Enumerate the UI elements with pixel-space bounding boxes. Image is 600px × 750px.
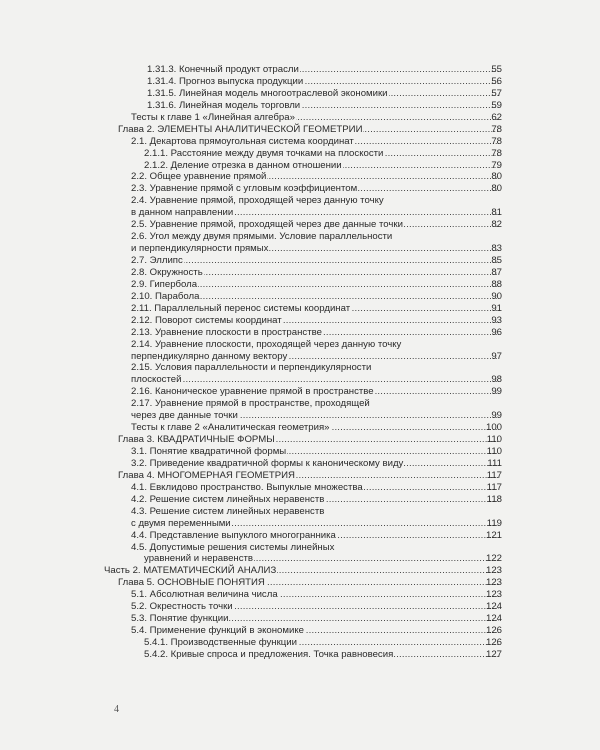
- toc-entry: [0, 589, 600, 601]
- toc-entry: [0, 327, 600, 339]
- toc-entry: [0, 207, 600, 219]
- toc-entry-page: 57: [491, 87, 502, 99]
- toc-entry-title: 2.1.2. Деление отрезка в данном отношении: [144, 159, 342, 171]
- toc-entry-page: 119: [486, 517, 502, 529]
- toc-entry-page: 111: [487, 457, 502, 469]
- toc-entry-title: 4.2. Решение систем линейных неравенств: [131, 493, 325, 505]
- toc-entry-page: 78: [491, 135, 502, 147]
- toc-entry: [0, 637, 600, 649]
- toc-entry-page: 110: [486, 446, 502, 457]
- toc-entry: [0, 255, 600, 267]
- dot-leader: [131, 374, 499, 386]
- toc-entry: [0, 601, 600, 613]
- toc-entry-page: 85: [491, 255, 502, 266]
- toc-entry-title: 2.10. Парабола: [131, 290, 200, 302]
- toc-entry-page: 56: [491, 75, 502, 87]
- toc-entry-title: в данном направлении: [131, 207, 234, 219]
- toc-entry-page: 118: [486, 493, 502, 505]
- toc-entry: [0, 613, 600, 625]
- toc-entry: [0, 112, 600, 124]
- toc-entry: [0, 160, 600, 172]
- toc-entry-title: 5.4.2. Кривые спроса и предложения. Точка равновесия: [144, 648, 394, 660]
- toc-entry-page: 99: [491, 386, 502, 398]
- toc-entry: [0, 482, 600, 494]
- toc-entry-page: 93: [491, 314, 502, 326]
- toc-entry: [0, 530, 600, 542]
- toc-entry-title: 1.31.4. Прогноз выпуска продукции: [147, 75, 304, 87]
- toc-entry-page: 81: [491, 207, 502, 219]
- toc-entry: [0, 625, 600, 637]
- toc-entry: [0, 124, 600, 136]
- toc-entry-title: Часть 2. МАТЕМАТИЧЕСКИЙ АНАЛИЗ: [104, 565, 277, 577]
- toc-entry-page: 117: [486, 481, 502, 493]
- toc-entry-page: 110: [486, 434, 502, 446]
- toc-entry: [0, 100, 600, 112]
- toc-entry-page: 123: [485, 589, 502, 601]
- toc-entry-page: 79: [491, 159, 502, 171]
- toc-entry-title: с двумя переменными: [131, 517, 231, 529]
- toc-entry-title: Тесты к главе 1 «Линейная алгебра»: [131, 111, 295, 123]
- toc-entry-page: 126: [485, 625, 502, 637]
- toc-entry-title: 2.12. Поворот системы координат: [131, 314, 282, 326]
- toc-entry: [0, 422, 600, 434]
- toc-entry: [0, 243, 600, 255]
- toc-entry-page: 123: [485, 565, 502, 577]
- toc-entry-title: 2.17. Уравнение прямой в пространстве, проходящей: [131, 398, 370, 410]
- toc-entry-title: Глава 4. МНОГОМЕРНАЯ ГЕОМЕТРИЯ: [118, 469, 295, 481]
- toc-entry-page: 126: [485, 637, 502, 648]
- toc-entry: [0, 398, 600, 410]
- toc-entry-title: плоскостей: [131, 374, 182, 386]
- toc-entry-page: 100: [485, 422, 502, 434]
- toc-entry: [0, 219, 600, 231]
- toc-entry: [0, 315, 600, 327]
- toc-entry-title: Тесты к главе 2 «Аналитическая геометрия»: [131, 422, 330, 434]
- toc-entry-title: 2.1.1. Расстояние между двумя точками на плоскости: [144, 147, 384, 159]
- toc-entry-page: 97: [491, 350, 502, 362]
- toc-entry-title: 5.1. Абсолютная величина числа: [131, 589, 278, 601]
- toc-entry-page: 62: [491, 111, 502, 123]
- toc-entry-page: 127: [485, 648, 502, 660]
- toc-entry: [0, 291, 600, 303]
- toc-entry: [0, 195, 600, 207]
- toc-entry: [0, 171, 600, 183]
- toc-entry-page: 83: [491, 243, 502, 255]
- toc-entry: [0, 183, 600, 195]
- toc-entry: [0, 410, 600, 422]
- toc-entry: [0, 506, 600, 518]
- toc-entry-title: 5.3. Понятие функции: [131, 613, 229, 625]
- toc-entry: [0, 362, 600, 374]
- toc-entry-page: 91: [491, 302, 502, 314]
- toc-entry-title: 1.31.6. Линейная модель торговли: [147, 99, 301, 111]
- toc-entry: [0, 577, 600, 589]
- toc-entry-title: 2.6. Угол между двумя прямыми. Условие параллельности: [131, 231, 393, 243]
- toc-entry-page: 122: [485, 553, 502, 565]
- toc-entry-title: перпендикулярно данному вектору: [131, 350, 288, 362]
- toc-entry-title: Глава 2. ЭЛЕМЕНТЫ АНАЛИТИЧЕСКОЙ ГЕОМЕТРИИ: [118, 123, 363, 135]
- toc-entry: [0, 553, 600, 565]
- toc-entry: [0, 351, 600, 363]
- toc-entry: [0, 518, 600, 530]
- toc-entry-title: через две данные точки: [131, 410, 238, 422]
- toc-entry: [0, 231, 600, 243]
- toc-entry: [0, 148, 600, 160]
- toc-entry: [0, 470, 600, 482]
- toc-entry-title: 3.2. Приведение квадратичной формы к каноническому виду: [131, 457, 404, 469]
- toc-entry-page: 88: [491, 278, 502, 290]
- toc-entry: [0, 279, 600, 291]
- toc-entry-title: 5.2. Окрестность точки: [131, 601, 233, 613]
- toc-entry-page: 90: [491, 290, 502, 302]
- toc-entry-page: 59: [491, 99, 502, 111]
- toc-entry-title: 2.14. Уравнение плоскости, проходящей через данную точку: [131, 338, 402, 350]
- toc-entry-page: 96: [491, 326, 502, 338]
- toc-entry: [0, 434, 600, 446]
- toc-entry-title: 2.5. Уравнение прямой, проходящей через две данные точки: [131, 219, 403, 231]
- toc-entry-title: 4.4. Представление выпуклого многогранника: [131, 529, 336, 541]
- page-number: 4: [114, 704, 119, 715]
- toc-entry: [0, 76, 600, 88]
- toc-entry-page: 82: [491, 219, 502, 231]
- toc-entry: [0, 649, 600, 661]
- toc-entry-title: 3.1. Понятие квадратичной формы: [131, 446, 287, 457]
- toc-entry-title: 2.4. Уравнение прямой, проходящей через данную точку: [131, 195, 384, 207]
- toc-entry-page: 124: [485, 613, 502, 625]
- toc-entry-title: 2.3. Уравнение прямой с угловым коэффициентом: [131, 183, 358, 195]
- toc-entry-page: 121: [485, 529, 502, 541]
- toc-entry: [0, 542, 600, 554]
- toc-entry-page: 80: [491, 171, 502, 183]
- toc-entry-page: 80: [491, 183, 502, 195]
- toc-entry: [0, 88, 600, 100]
- toc-entry-title: 5.4.1. Производственные функции: [144, 637, 298, 648]
- toc-entry-page: 117: [486, 469, 502, 481]
- toc-entry-title: 2.1. Декартова прямоугольная система координат: [131, 135, 354, 147]
- toc-entry-title: 1.31.3. Конечный продукт отрасли: [147, 64, 299, 75]
- toc-entry-page: 78: [491, 123, 502, 135]
- toc-entry-title: и перпендикулярности прямых: [131, 243, 269, 255]
- toc-entry-title: 2.16. Каноническое уравнение прямой в пространстве: [131, 386, 374, 398]
- toc-entry-title: 1.31.5. Линейная модель многоотраслевой экономики: [147, 87, 388, 99]
- dot-leader: [131, 255, 499, 267]
- toc-entry-title: уравнений и неравенств: [144, 553, 254, 565]
- toc-entry: [0, 267, 600, 279]
- toc-entry-title: Глава 5. ОСНОВНЫЕ ПОНЯТИЯ: [118, 577, 265, 589]
- toc-entry: [0, 303, 600, 315]
- toc-entry: [0, 64, 600, 76]
- toc-entry: [0, 386, 600, 398]
- toc-entry-page: 98: [491, 374, 502, 386]
- table-of-contents: [0, 64, 600, 661]
- toc-entry-page: 99: [491, 410, 502, 422]
- toc-entry-title: 2.15. Условия параллельности и перпендикулярности: [131, 362, 372, 374]
- toc-entry-page: 55: [491, 64, 502, 75]
- toc-entry-title: 4.5. Допустимые решения системы линейных: [131, 541, 335, 553]
- toc-entry: [0, 339, 600, 351]
- toc-entry-page: 123: [485, 577, 502, 589]
- toc-entry-page: 78: [491, 147, 502, 159]
- toc-entry: [0, 565, 600, 577]
- toc-entry: [0, 446, 600, 458]
- toc-entry-title: 2.9. Гипербола: [131, 278, 198, 290]
- toc-entry-title: 5.4. Применение функций в экономике: [131, 625, 304, 637]
- toc-entry: [0, 458, 600, 470]
- toc-entry-title: 2.13. Уравнение плоскости в пространстве: [131, 326, 322, 338]
- toc-entry-title: Глава 3. КВАДРАТИЧНЫЕ ФОРМЫ: [118, 434, 275, 446]
- toc-entry-title: 2.7. Эллипс: [131, 255, 183, 266]
- toc-entry: [0, 374, 600, 386]
- toc-entry-title: 2.2. Общее уравнение прямой: [131, 171, 267, 183]
- toc-entry: [0, 494, 600, 506]
- toc-entry-page: 124: [485, 601, 502, 613]
- toc-entry-title: 2.8. Окружность: [131, 266, 203, 278]
- toc-entry: [0, 136, 600, 148]
- toc-entry-title: 2.11. Параллельный перенос системы координат: [131, 302, 351, 314]
- toc-entry-page: 87: [491, 266, 502, 278]
- toc-entry-title: 4.3. Решение систем линейных неравенств: [131, 505, 325, 517]
- toc-entry-title: 4.1. Евклидово пространство. Выпуклые множества: [131, 481, 363, 493]
